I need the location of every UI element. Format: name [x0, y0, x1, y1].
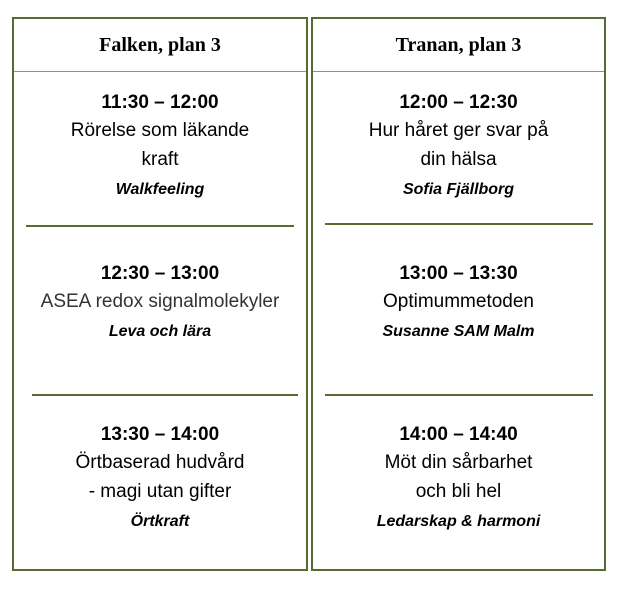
session-time: 12:00 – 12:30: [399, 92, 518, 113]
schedule-column-falken: [12, 17, 308, 571]
session-speaker: Leva och lära: [108, 323, 212, 340]
session-title-line: Optimummetoden: [382, 291, 534, 312]
session-title-line: - magi utan gifter: [88, 481, 232, 502]
session-title-line: ASEA redox signalmolekyler: [40, 291, 280, 312]
session-block: [14, 262, 306, 344]
session-time: 14:00 – 14:40: [399, 424, 518, 445]
session-time: 13:00 – 13:30: [399, 263, 518, 284]
session-block: [14, 91, 306, 202]
session-title-line: Hur håret ger svar på: [368, 120, 549, 141]
session-title-line: kraft: [141, 149, 179, 170]
session-title-line: och bli hel: [415, 481, 502, 502]
session-speaker: Susanne SAM Malm: [382, 323, 535, 340]
session-time: 12:30 – 13:00: [100, 263, 220, 284]
column-header: Falken, plan 3: [14, 19, 306, 72]
session-title-line: Rörelse som läkande: [70, 120, 250, 141]
session-time: 11:30 – 12:00: [101, 92, 219, 113]
schedule-column-tranan: [311, 17, 606, 571]
session-title-line: din hälsa: [420, 149, 497, 170]
session-time: 13:30 – 14:00: [100, 424, 220, 445]
session-title-line: Möt din sårbarhet: [384, 452, 533, 473]
session-divider: [32, 394, 298, 396]
session-speaker: Sofia Fjällborg: [402, 181, 515, 198]
session-speaker: Ledarskap & harmoni: [376, 513, 541, 530]
session-speaker: Walkfeeling: [115, 181, 205, 198]
column-header: Tranan, plan 3: [313, 19, 604, 72]
session-block: [14, 423, 306, 534]
session-block: [313, 262, 604, 344]
session-block: [313, 423, 604, 534]
session-speaker: Örtkraft: [130, 513, 190, 530]
session-divider: [325, 394, 593, 396]
session-divider: [26, 225, 294, 227]
session-title-line: Örtbaserad hudvård: [75, 452, 245, 473]
session-block: [313, 91, 604, 202]
session-divider: [325, 223, 593, 225]
